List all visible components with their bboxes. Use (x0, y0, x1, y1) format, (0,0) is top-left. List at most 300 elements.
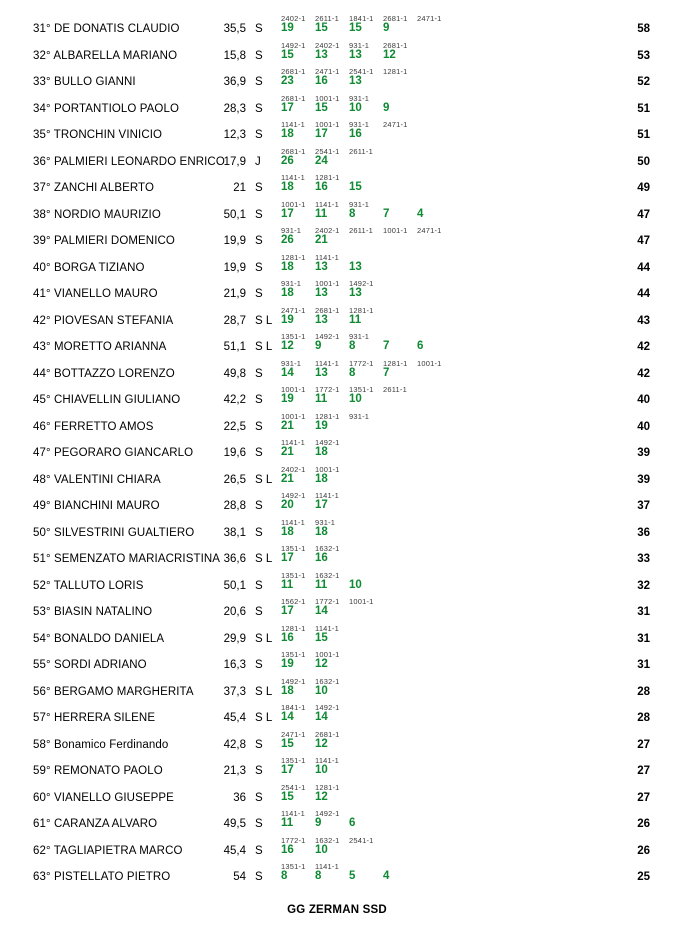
row-total: 39 (637, 473, 650, 486)
score-value: 21 (281, 446, 294, 458)
score-value: 18 (281, 525, 294, 538)
row-scores (281, 155, 349, 167)
row-rank-and-name: 31° DE DONATIS CLAUDIO (33, 23, 180, 35)
score-value: 15 (315, 22, 328, 34)
row-scores (281, 420, 349, 432)
row-rank-and-name: 62° TAGLIAPIETRA MARCO (33, 844, 183, 857)
row-total: 47 (637, 235, 650, 247)
row-category: S L (255, 553, 273, 565)
race-code: 2611-1 (349, 226, 373, 235)
row-total: 47 (637, 208, 650, 221)
race-code: 2471-1 (281, 729, 306, 739)
row-scores (281, 367, 417, 379)
score-value: 8 (315, 870, 322, 882)
row-category: S (255, 420, 263, 433)
row-scores (281, 870, 417, 882)
row-scores (281, 552, 349, 564)
race-code: 1351-1 (281, 650, 306, 659)
score-value: 12 (315, 790, 328, 803)
table-row (0, 862, 674, 889)
table-row (0, 491, 674, 518)
table-row (0, 306, 674, 333)
score-value: 16 (315, 181, 328, 193)
row-rank-and-name: 63° PISTELLATO PIETRO (33, 871, 171, 883)
row-scores (281, 75, 383, 87)
score-value: 15 (349, 181, 362, 193)
race-code: 1492-1 (281, 676, 306, 686)
row-age: 37,3 (223, 685, 246, 698)
table-row (0, 41, 674, 68)
row-category: S L (255, 473, 273, 486)
row-age: 49,8 (223, 367, 246, 380)
score-value: 17 (281, 101, 294, 114)
score-value: 21 (281, 472, 294, 485)
row-total: 52 (637, 76, 650, 88)
race-code: 931-1 (281, 279, 302, 288)
race-code: 2611-1 (349, 146, 373, 156)
race-code: 1492-1 (315, 332, 340, 341)
row-age: 22,5 (223, 420, 246, 433)
score-value: 16 (349, 128, 362, 140)
row-age: 35,5 (223, 23, 246, 35)
row-rank-and-name: 51° SEMENZATO MARIACRISTINA (33, 553, 221, 565)
row-category: J (255, 155, 261, 168)
score-value: 21 (315, 234, 328, 246)
race-code: 1492-1 (315, 703, 340, 712)
score-value: 11 (281, 817, 294, 829)
row-total: 26 (637, 844, 650, 857)
race-code: 931-1 (349, 120, 370, 129)
row-total: 50 (637, 155, 650, 168)
row-scores (281, 473, 349, 485)
table-row (0, 730, 674, 757)
score-value: 13 (315, 313, 328, 326)
row-category: S (255, 526, 263, 539)
row-age: 36,9 (223, 76, 246, 88)
row-category: S (255, 818, 263, 830)
row-rank-and-name: 40° BORGA TIZIANO (33, 261, 145, 274)
row-category: S (255, 367, 263, 380)
score-value: 14 (281, 711, 294, 723)
row-category: S (255, 208, 263, 221)
table-row (0, 120, 674, 147)
score-value: 12 (281, 340, 294, 352)
row-age: 45,4 (223, 712, 246, 724)
row-category: S (255, 129, 263, 141)
row-age: 19,9 (223, 235, 246, 247)
table-row (0, 650, 674, 677)
race-code: 1281-1 (349, 305, 374, 315)
row-rank-and-name: 44° BOTTAZZO LORENZO (33, 367, 175, 380)
row-category: S L (255, 685, 273, 698)
row-category: S L (255, 712, 273, 724)
row-scores (281, 844, 349, 856)
score-value: 12 (315, 658, 328, 670)
row-scores (281, 22, 417, 34)
row-category: S (255, 765, 263, 777)
row-age: 26,5 (223, 473, 246, 486)
row-scores (281, 446, 349, 458)
score-value: 13 (315, 48, 328, 61)
row-category: S (255, 182, 263, 194)
score-value: 20 (281, 499, 294, 511)
row-scores (281, 605, 349, 617)
race-code: 2471-1 (281, 305, 306, 315)
row-age: 42,8 (223, 738, 246, 751)
race-code: 1351-1 (281, 756, 306, 765)
race-code: 1281-1 (281, 623, 306, 633)
row-age: 50,1 (223, 579, 246, 592)
row-rank-and-name: 37° ZANCHI ALBERTO (33, 182, 155, 194)
row-total: 40 (637, 420, 650, 433)
row-age: 12,3 (223, 129, 246, 141)
row-category: S L (255, 314, 273, 327)
table-row (0, 597, 674, 624)
table-row (0, 836, 674, 863)
race-code: 931-1 (349, 411, 370, 421)
table-row (0, 359, 674, 386)
row-scores (281, 208, 451, 220)
score-value: 8 (281, 870, 288, 882)
race-code: 1001-1 (315, 120, 340, 129)
race-code: 1141-1 (315, 199, 339, 209)
race-code: 1492-1 (315, 438, 340, 447)
score-value: 9 (383, 22, 390, 34)
row-total: 27 (637, 791, 650, 804)
row-age: 54 (233, 871, 246, 883)
race-code: 2471-1 (417, 14, 442, 23)
row-total: 49 (637, 182, 650, 194)
row-scores (281, 658, 349, 670)
row-total: 33 (637, 553, 650, 565)
table-row (0, 226, 674, 253)
row-total: 37 (637, 500, 650, 512)
race-code: 2541-1 (315, 146, 340, 156)
score-value: 13 (349, 48, 362, 61)
race-code: 1141-1 (315, 491, 339, 500)
row-total: 31 (637, 632, 650, 645)
score-value: 15 (281, 737, 294, 750)
score-value: 8 (349, 207, 356, 220)
row-category: S (255, 738, 263, 751)
race-code: 1141-1 (315, 862, 339, 871)
table-row (0, 94, 674, 121)
race-code: 1281-1 (383, 67, 408, 76)
race-code: 2681-1 (281, 93, 306, 103)
score-value: 8 (349, 340, 356, 352)
score-value: 11 (315, 578, 328, 591)
race-code: 1141-1 (281, 173, 305, 182)
score-value: 11 (315, 207, 328, 220)
table-row (0, 385, 674, 412)
row-category: S (255, 394, 263, 406)
row-scores (281, 181, 383, 193)
race-code: 2681-1 (281, 146, 306, 156)
row-total: 27 (637, 765, 650, 777)
row-category: S L (255, 632, 273, 645)
row-age: 29,9 (223, 632, 246, 645)
row-age: 15,8 (223, 49, 246, 62)
race-code: 931-1 (281, 226, 302, 235)
row-total: 31 (637, 606, 650, 618)
race-code: 1141-1 (281, 809, 305, 818)
row-rank-and-name: 56° BERGAMO MARGHERITA (33, 685, 194, 698)
score-value: 17 (281, 605, 294, 617)
ranking-rows (0, 14, 674, 889)
race-code: 1281-1 (383, 358, 408, 368)
row-age: 17,9 (223, 155, 246, 168)
race-code: 1281-1 (281, 252, 306, 262)
row-rank-and-name: 57° HERRERA SILENE (33, 712, 156, 724)
race-code: 1281-1 (315, 173, 340, 182)
row-age: 20,6 (223, 606, 246, 618)
score-value: 11 (349, 313, 362, 326)
race-code: 1001-1 (349, 597, 374, 606)
row-age: 51,1 (223, 341, 246, 353)
club-footer: GG ZERMAN SSD (287, 904, 387, 916)
race-code: 1562-1 (281, 597, 306, 606)
race-code: 2681-1 (383, 14, 408, 23)
row-scores (281, 632, 349, 644)
row-category: S (255, 579, 263, 592)
race-code: 2471-1 (315, 67, 340, 76)
race-code: 1772-1 (315, 385, 340, 394)
row-category: S (255, 76, 263, 88)
score-value: 6 (349, 817, 356, 829)
score-value: 8 (349, 366, 356, 379)
row-age: 19,6 (223, 447, 246, 459)
race-code: 931-1 (349, 332, 370, 341)
row-scores (281, 234, 349, 246)
race-code: 1141-1 (281, 517, 305, 527)
row-scores (281, 579, 383, 591)
race-code: 2611-1 (315, 14, 339, 23)
table-row (0, 624, 674, 651)
score-value: 7 (383, 340, 390, 352)
row-total: 31 (637, 659, 650, 671)
row-rank-and-name: 49° BIANCHINI MAURO (33, 500, 160, 512)
race-code: 2402-1 (315, 226, 340, 235)
score-value: 10 (315, 684, 328, 697)
score-value: 11 (315, 393, 328, 405)
race-code: 1351-1 (281, 544, 306, 553)
score-value: 16 (315, 552, 328, 564)
score-value: 13 (315, 366, 328, 379)
row-total: 58 (637, 23, 650, 35)
score-value: 19 (315, 419, 328, 432)
row-rank-and-name: 43° MORETTO ARIANNA (33, 341, 167, 353)
row-age: 28,3 (223, 102, 246, 115)
race-code: 1001-1 (315, 464, 340, 474)
score-value: 19 (281, 22, 294, 34)
score-value: 13 (349, 287, 362, 299)
row-category: S (255, 500, 263, 512)
race-code: 931-1 (349, 93, 370, 103)
row-age: 21,3 (223, 765, 246, 777)
score-value: 10 (349, 578, 362, 591)
score-value: 17 (315, 499, 328, 511)
score-value: 9 (383, 101, 390, 114)
score-value: 15 (281, 790, 294, 803)
row-total: 28 (637, 685, 650, 698)
table-row (0, 253, 674, 280)
score-value: 16 (315, 75, 328, 87)
row-age: 38,1 (223, 526, 246, 539)
row-scores (281, 711, 349, 723)
race-code: 1001-1 (417, 358, 442, 368)
race-code: 1001-1 (281, 411, 306, 421)
score-value: 4 (417, 207, 424, 220)
row-total: 44 (637, 261, 650, 274)
score-value: 10 (315, 843, 328, 856)
race-code: 1141-1 (281, 438, 305, 447)
race-code: 1351-1 (281, 332, 306, 341)
race-code: 1772-1 (315, 597, 340, 606)
table-row (0, 703, 674, 730)
row-scores (281, 526, 349, 538)
row-rank-and-name: 34° PORTANTIOLO PAOLO (33, 102, 180, 115)
row-category: S (255, 49, 263, 62)
row-rank-and-name: 52° TALLUTO LORIS (33, 579, 144, 592)
race-code: 1632-1 (315, 835, 340, 845)
row-age: 21 (233, 182, 246, 194)
row-scores (281, 817, 383, 829)
score-value: 17 (281, 764, 294, 776)
score-value: 14 (315, 605, 328, 617)
race-code: 2681-1 (315, 729, 340, 739)
race-code: 1492-1 (349, 279, 374, 288)
row-category: S (255, 447, 263, 459)
row-age: 28,7 (223, 314, 246, 327)
race-code: 931-1 (349, 40, 370, 50)
row-scores (281, 791, 349, 803)
score-value: 19 (281, 393, 294, 405)
table-row (0, 67, 674, 94)
score-value: 17 (281, 552, 294, 564)
race-code: 1492-1 (281, 40, 306, 50)
score-value: 13 (315, 260, 328, 273)
race-code: 2541-1 (349, 67, 374, 76)
row-rank-and-name: 46° FERRETTO AMOS (33, 420, 154, 433)
row-total: 42 (637, 341, 650, 353)
row-rank-and-name: 38° NORDIO MAURIZIO (33, 208, 161, 221)
race-code: 2402-1 (281, 464, 306, 474)
table-row (0, 465, 674, 492)
race-code: 2681-1 (281, 67, 306, 76)
table-row (0, 571, 674, 598)
score-value: 10 (349, 101, 362, 114)
row-rank-and-name: 42° PIOVESAN STEFANIA (33, 314, 174, 327)
race-code: 1141-1 (281, 120, 305, 129)
row-rank-and-name: 35° TRONCHIN VINICIO (33, 129, 163, 141)
race-code: 931-1 (315, 517, 336, 527)
row-category: S (255, 261, 263, 274)
race-code: 2471-1 (417, 226, 442, 235)
row-category: S (255, 844, 263, 857)
score-value: 18 (281, 128, 294, 140)
row-age: 49,5 (223, 818, 246, 830)
race-code: 1492-1 (315, 809, 340, 818)
row-category: S (255, 102, 263, 115)
score-value: 7 (383, 366, 390, 379)
row-rank-and-name: 33° BULLO GIANNI (33, 76, 136, 88)
score-value: 7 (383, 207, 390, 220)
score-value: 15 (315, 631, 328, 644)
race-code: 1001-1 (281, 385, 306, 394)
race-code: 1632-1 (315, 676, 340, 686)
race-code: 1772-1 (349, 358, 374, 368)
race-code: 1841-1 (349, 14, 374, 23)
race-code: 2681-1 (383, 40, 408, 50)
row-category: S (255, 791, 263, 804)
score-value: 9 (315, 340, 322, 352)
race-code: 2541-1 (281, 782, 306, 792)
score-value: 18 (315, 525, 328, 538)
score-value: 18 (315, 472, 328, 485)
table-row (0, 147, 674, 174)
row-category: S L (255, 341, 273, 353)
score-value: 18 (315, 446, 328, 458)
table-row (0, 677, 674, 704)
row-total: 26 (637, 818, 650, 830)
row-rank-and-name: 60° VIANELLO GIUSEPPE (33, 791, 174, 804)
row-age: 21,9 (223, 288, 246, 300)
table-row (0, 412, 674, 439)
race-code: 2402-1 (315, 40, 340, 50)
race-code: 931-1 (349, 199, 370, 209)
row-rank-and-name: 61° CARANZA ALVARO (33, 818, 158, 830)
score-value: 6 (417, 340, 424, 352)
row-age: 45,4 (223, 844, 246, 857)
row-category: S (255, 235, 263, 247)
score-value: 24 (315, 154, 328, 167)
row-age: 36 (233, 791, 246, 804)
row-scores (281, 102, 417, 114)
score-value: 15 (349, 22, 362, 34)
score-value: 15 (315, 101, 328, 114)
race-code: 1632-1 (315, 570, 340, 580)
row-scores (281, 287, 383, 299)
row-rank-and-name: 50° SILVESTRINI GUALTIERO (33, 526, 195, 539)
table-row (0, 544, 674, 571)
table-row (0, 783, 674, 810)
row-category: S (255, 288, 263, 300)
score-value: 18 (281, 181, 294, 193)
row-total: 51 (637, 102, 650, 115)
row-scores (281, 128, 383, 140)
race-code: 1141-1 (315, 756, 339, 765)
score-value: 18 (281, 287, 294, 299)
table-row (0, 14, 674, 41)
row-age: 50,1 (223, 208, 246, 221)
race-code: 1001-1 (315, 650, 340, 659)
row-rank-and-name: 53° BIASIN NATALINO (33, 606, 153, 618)
score-value: 13 (349, 260, 362, 273)
row-total: 51 (637, 129, 650, 141)
race-code: 2471-1 (383, 120, 408, 129)
race-code: 1772-1 (281, 835, 306, 845)
table-row (0, 756, 674, 783)
race-code: 1281-1 (315, 782, 340, 792)
row-rank-and-name: 58° Bonamico Ferdinando (33, 738, 169, 751)
row-age: 36,6 (223, 553, 246, 565)
race-code: 1351-1 (281, 862, 306, 871)
row-total: 53 (637, 49, 650, 62)
score-value: 26 (281, 154, 294, 167)
table-row (0, 279, 674, 306)
row-rank-and-name: 32° ALBARELLA MARIANO (33, 49, 178, 62)
score-value: 17 (315, 128, 328, 140)
